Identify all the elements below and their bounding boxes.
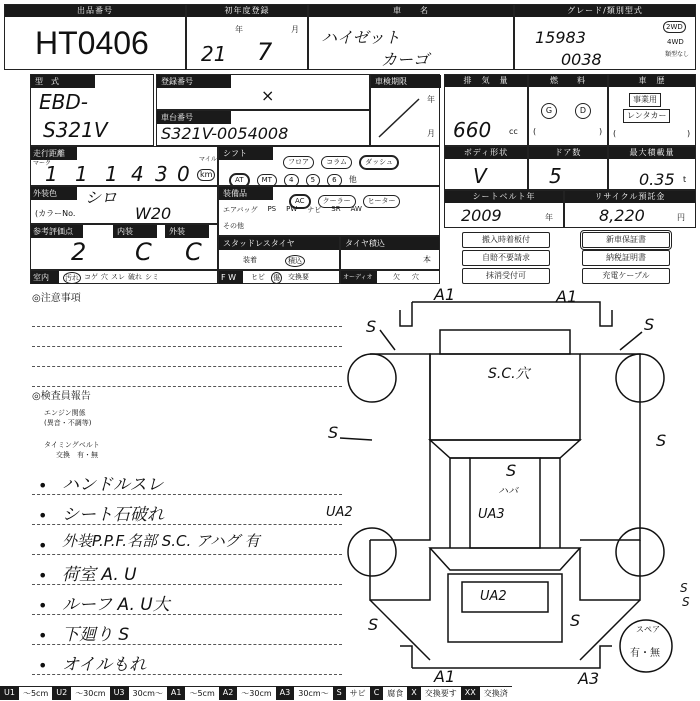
model-box xyxy=(30,74,154,146)
reg-number-box xyxy=(156,74,370,110)
mileage-digit-6: 0 xyxy=(177,162,190,186)
scores-interior-label: 内装 xyxy=(113,225,157,238)
interior-hole: 穴 xyxy=(101,273,108,281)
body-label: ボディ形状 xyxy=(445,147,527,159)
seatbelt-value: 2009 xyxy=(461,206,502,225)
fw-row-items xyxy=(251,272,309,284)
leader-front-right xyxy=(620,332,642,350)
load-label: 最大積載量 xyxy=(609,147,695,159)
rear-left-wheel xyxy=(348,528,396,576)
legend-val-xx: 交換済 xyxy=(480,686,512,700)
right-front-panel xyxy=(580,354,640,540)
doors-value: 5 xyxy=(549,164,562,188)
equip-cooler: クーラー xyxy=(318,195,356,208)
studless-option-loaded: 積込 xyxy=(285,255,305,267)
rear-bumper-outline xyxy=(400,646,612,668)
scores-box xyxy=(30,224,218,270)
tire-load-label: タイヤ積込 xyxy=(341,237,439,250)
mark-front-right-a1: A1 xyxy=(556,287,578,306)
doc-delivery-plate: 搬入時着板付 xyxy=(462,232,550,248)
legend-key-u2: U2 xyxy=(52,686,71,700)
fuel-option-g: G xyxy=(541,103,557,119)
badge-4wd: 4WD xyxy=(667,38,684,46)
lot-number-value: HT0406 xyxy=(35,25,149,61)
mark-front-left-s: S xyxy=(366,317,377,336)
rear-door-outline xyxy=(448,574,562,642)
doc-warranty: 新車保証書 xyxy=(582,232,670,248)
report-note-1: ハンドルスレ xyxy=(62,475,164,495)
mileage-unit: km xyxy=(197,169,215,181)
studless-label: スタッドレスタイヤ xyxy=(219,237,339,250)
load-unit: t xyxy=(683,175,687,184)
seatbelt-year-label: 年 xyxy=(545,213,553,222)
interior-burn: コゲ xyxy=(84,273,98,281)
interior-dirt: 汚れ xyxy=(65,274,79,282)
interior-stain: シミ xyxy=(145,273,159,281)
shift-type-4: 4 xyxy=(284,174,298,187)
displacement-unit: cc xyxy=(509,127,518,136)
recycle-value: 8,220 xyxy=(599,206,645,225)
legend-key-a2: A2 xyxy=(219,686,238,700)
legend-key-u1: U1 xyxy=(0,686,19,700)
engine-label: エンジン関係 xyxy=(44,409,86,417)
report-note-3: 外装P.P.F.名部 S.C. アハグ 有 xyxy=(62,532,260,550)
leader-left-side xyxy=(340,438,372,440)
hood-outline xyxy=(440,330,570,354)
legend-val-a3: 30cm～ xyxy=(294,686,332,700)
equipment-other-label: その他 xyxy=(223,222,244,230)
reg-number-label: 登録番号 xyxy=(157,75,231,88)
timing-sublabel: 交換 有・無 xyxy=(56,451,98,459)
shift-option-dash: ダッシュ xyxy=(359,155,399,170)
windshield-outline xyxy=(430,440,580,458)
mark-rear-ua2: UA2 xyxy=(480,589,507,604)
fuel-paren-right: ) xyxy=(599,127,603,136)
legend-val-c: 腐食 xyxy=(383,686,407,700)
mark-front-right-s: S xyxy=(644,315,655,334)
color-label: 外装色 xyxy=(31,187,77,200)
bullet-2: • xyxy=(38,506,48,525)
first-reg-month: 7 xyxy=(257,38,273,66)
legend-val-u3: 30cm～ xyxy=(129,686,167,700)
color-no-value: W20 xyxy=(135,204,172,223)
report-note-7: オイルもれ xyxy=(62,655,147,675)
fuel-box xyxy=(528,74,608,146)
spare-label: スペア xyxy=(636,625,660,634)
mark-right-side-s: S xyxy=(656,431,667,450)
legend-val-u2: ～30cm xyxy=(71,686,109,700)
fuel-paren-left: ( xyxy=(533,127,537,136)
lot-number-label: 出品番号 xyxy=(5,5,185,17)
equip-heater: ヒーター xyxy=(363,195,401,208)
first-reg-month-label: 月 xyxy=(291,25,299,34)
equip-pw: PW xyxy=(286,205,298,213)
reg-number-value: × xyxy=(261,86,275,105)
notes-line-1 xyxy=(32,326,342,327)
interior-scuff: スレ xyxy=(111,273,125,281)
color-no-label: (カラーNo. xyxy=(35,209,76,218)
bullet-3: • xyxy=(38,536,48,555)
history-option-rental: レンタカー xyxy=(623,109,670,123)
doc-tax-certificate: 納税証明書 xyxy=(582,250,670,266)
mark-left-side-s: S xyxy=(328,423,339,442)
chassis-label: 車台番号 xyxy=(157,111,231,124)
displacement-box xyxy=(444,74,528,146)
scores-overall: 2 xyxy=(71,238,87,266)
notes-line-2 xyxy=(32,346,342,347)
shift-type-at: AT xyxy=(229,173,250,188)
interior-row-items xyxy=(63,272,159,284)
displacement-label: 排 気 量 xyxy=(445,75,527,87)
grade-label: グレード/類別型式 xyxy=(515,5,695,17)
inspection-label: 車検期限 xyxy=(371,75,441,88)
recycle-label: リサイクル預託金 xyxy=(565,191,695,203)
legend-key-a3: A3 xyxy=(276,686,295,700)
shift-type-5: 5 xyxy=(306,174,320,187)
legend-val-u1: ～5cm xyxy=(19,686,52,700)
mileage-digit-1: 1 xyxy=(45,162,58,186)
inspection-void-slash xyxy=(371,89,437,145)
bullet-7: • xyxy=(38,656,48,675)
mileage-unit-label: マイル xyxy=(199,156,217,163)
lot-number-box xyxy=(4,4,186,70)
scores-label: 参考評価点 xyxy=(31,225,83,238)
tire-load-unit: 本 xyxy=(423,255,431,264)
equip-airbag: エアバッグ xyxy=(223,206,258,214)
notes-title: ◎注意事項 xyxy=(32,293,81,304)
equipment-box xyxy=(218,186,440,236)
mark-roof-sc: S.C.穴 xyxy=(488,366,530,382)
notes-line-3 xyxy=(32,366,342,367)
report-note-5: ルーフ A. U大 xyxy=(62,595,170,615)
displacement-value: 660 xyxy=(453,118,492,142)
model-line1: EBD- xyxy=(39,90,88,114)
doc-deregistration: 抹消受付可 xyxy=(462,268,550,284)
doc-compulsory-insurance: 自賠不要請求 xyxy=(462,250,550,266)
equip-sr: SR xyxy=(331,205,341,213)
interior-row-label: 室内 xyxy=(31,271,59,284)
grade-line1: 15983 xyxy=(535,28,586,47)
model-label: 型 式 xyxy=(31,75,95,88)
first-reg-year-label: 年 xyxy=(235,25,243,34)
spare-value: 有・無 xyxy=(630,648,660,659)
equip-aw: AW xyxy=(350,205,362,213)
report-note-4: 荷室 A. U xyxy=(62,565,137,585)
mark-rear-bumper-a3: A3 xyxy=(578,669,600,688)
inspection-month-label: 月 xyxy=(427,129,435,138)
interior-tear: 破れ xyxy=(128,273,142,281)
mileage-digit-3: 1 xyxy=(105,162,118,186)
mark-front-left-a1: A1 xyxy=(434,285,456,304)
leader-front-left xyxy=(380,330,395,350)
equip-navi: ナビ xyxy=(307,206,322,214)
shift-type-mt: MT xyxy=(257,174,277,187)
doors-label: ドア数 xyxy=(529,147,607,159)
scores-interior: C xyxy=(135,238,152,266)
audio-missing: 欠 xyxy=(393,273,400,281)
history-paren-right: ) xyxy=(687,129,691,138)
fw-scratch: 傷 xyxy=(273,274,280,282)
equip-ac: AC xyxy=(289,194,311,209)
car-name-box xyxy=(308,4,514,70)
inspection-box xyxy=(370,74,440,146)
load-box xyxy=(608,146,696,190)
notes-line-4 xyxy=(32,386,342,387)
recycle-unit: 円 xyxy=(677,213,685,222)
fw-row xyxy=(218,270,340,284)
legend-key-a1: A1 xyxy=(167,686,186,700)
mileage-box xyxy=(30,146,218,186)
mark-far-right-s1: S xyxy=(680,581,688,595)
legend-key-x: X xyxy=(407,686,420,700)
bullet-5: • xyxy=(38,596,48,615)
timing-label: タイミングベルト xyxy=(44,441,100,449)
fw-row-label: F W xyxy=(219,271,243,284)
cargo-frame xyxy=(450,458,560,548)
first-reg-year: 21 xyxy=(201,42,227,66)
recycle-box xyxy=(564,190,696,228)
mileage-digit-4: 4 xyxy=(131,162,144,186)
history-paren-left: ( xyxy=(613,129,617,138)
equipment-label: 装備品 xyxy=(219,187,273,200)
mark-cargo-airbag: ハバ xyxy=(498,486,518,497)
history-box xyxy=(608,74,696,146)
color-value: シロ xyxy=(85,188,118,207)
mark-far-right-s2: S xyxy=(682,595,690,609)
damage-legend xyxy=(0,686,700,700)
shift-box xyxy=(218,146,440,186)
car-name-line2: カーゴ xyxy=(381,50,430,69)
shift-label: シフト xyxy=(219,147,273,160)
bullet-4: • xyxy=(38,566,48,585)
bullet-1: • xyxy=(38,476,48,495)
doc-charging-cable: 充電ケーブル xyxy=(582,268,670,284)
cargo-area-outline xyxy=(470,458,540,548)
chassis-box xyxy=(156,110,370,146)
mark-rear-right-s: S xyxy=(570,611,581,630)
audio-hole: 穴 xyxy=(412,273,419,281)
first-registration-label: 初年度登録 xyxy=(187,5,307,17)
front-bumper-outline xyxy=(400,302,612,326)
car-name-line1: ハイゼット xyxy=(321,28,401,47)
fuel-option-d: D xyxy=(575,103,591,119)
shift-type-options xyxy=(229,167,357,188)
legend-val-a2: ～30cm xyxy=(237,686,275,700)
rear-section-outline xyxy=(430,548,580,570)
legend-val-s: サビ xyxy=(346,686,370,700)
mileage-digit-2: 1 xyxy=(75,162,88,186)
mileage-label: 走行距離 xyxy=(31,147,77,160)
equipment-row2 xyxy=(223,205,362,215)
inspection-year-label: 年 xyxy=(427,95,435,104)
seatbelt-label: シートベルト年 xyxy=(445,191,563,203)
engine-sublabel: (異音・不調等) xyxy=(44,419,92,427)
audio-row-label: オーディオ xyxy=(341,271,377,284)
chassis-value: S321V-0054008 xyxy=(161,124,289,143)
studless-box xyxy=(218,236,340,270)
body-box xyxy=(444,146,528,190)
model-line2: S321V xyxy=(43,118,108,142)
scores-exterior: C xyxy=(185,238,202,266)
report-note-6: 下廻り S xyxy=(62,625,130,645)
first-registration-box xyxy=(186,4,308,70)
history-option-business: 事業用 xyxy=(629,93,661,107)
scores-exterior-label: 外装 xyxy=(165,225,209,238)
mark-rear-left-s: S xyxy=(368,615,379,634)
grade-side-note: 類型なし xyxy=(665,51,690,58)
mark-cargo-ua3: UA3 xyxy=(478,507,505,522)
tire-load-box xyxy=(340,236,440,270)
legend-key-u3: U3 xyxy=(110,686,129,700)
mileage-sublabel: マーク xyxy=(33,160,52,167)
grade-box xyxy=(514,4,696,70)
doors-box xyxy=(528,146,608,190)
mileage-digit-5: 3 xyxy=(155,162,168,186)
legend-key-xx: XX xyxy=(461,686,480,700)
report-note-2: シート石破れ xyxy=(62,505,164,525)
fw-replace: 交換要 xyxy=(288,273,309,281)
studless-option-fitted: 装着 xyxy=(243,256,257,264)
legend-val-x: 交換要す xyxy=(421,686,461,700)
seatbelt-box xyxy=(444,190,564,228)
legend-key-s: S xyxy=(333,686,346,700)
equip-ps: PS xyxy=(267,205,277,213)
body-value: V xyxy=(473,164,487,188)
bullet-6: • xyxy=(38,626,48,645)
fuel-label: 燃 料 xyxy=(529,75,607,87)
mark-left-rear-ua2: UA2 xyxy=(326,505,353,520)
mark-cargo-s: S xyxy=(506,461,517,480)
inspector-title: ◎検査員報告 xyxy=(32,391,91,402)
fw-crack: ヒビ xyxy=(251,273,265,281)
rear-left-diagonal xyxy=(370,600,430,660)
load-value: 0.35 xyxy=(639,170,675,189)
grade-line2: 0038 xyxy=(561,50,602,69)
left-front-panel xyxy=(370,354,430,540)
interior-row xyxy=(30,270,218,284)
shift-type-6: 6 xyxy=(327,174,341,187)
mark-rear-bumper-a1: A1 xyxy=(434,667,456,686)
report-line-3 xyxy=(32,554,342,555)
vehicle-damage-diagram xyxy=(326,280,700,688)
history-label: 車 歴 xyxy=(609,75,695,87)
shift-option-column: コラム xyxy=(321,156,352,169)
shift-type-other: 他 xyxy=(348,175,357,184)
car-name-label: 車 名 xyxy=(309,5,513,17)
shift-option-floor: フロア xyxy=(283,156,314,169)
legend-key-c: C xyxy=(370,686,384,700)
front-left-wheel xyxy=(348,354,396,402)
color-box xyxy=(30,186,218,224)
legend-val-a1: ～5cm xyxy=(185,686,218,700)
badge-2wd: 2WD xyxy=(663,21,686,33)
